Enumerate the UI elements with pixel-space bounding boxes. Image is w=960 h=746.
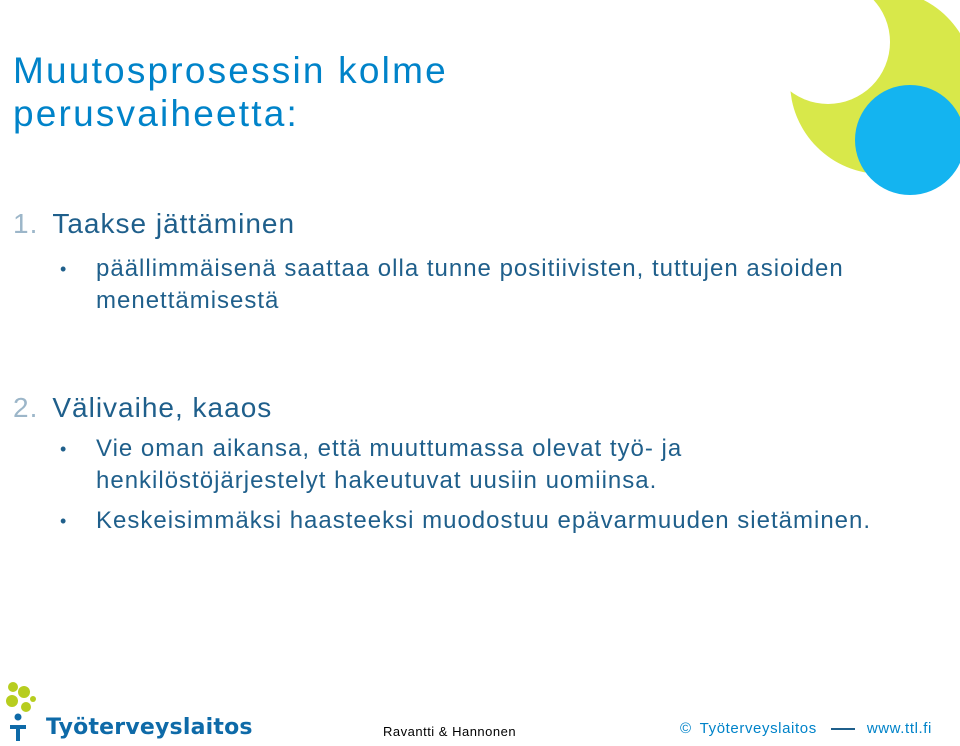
section-2-bullets: [60, 433, 890, 545]
footer-author: Ravantti & Hannonen: [383, 724, 517, 739]
bullet-icon: •: [60, 259, 68, 279]
website-link[interactable]: www.ttl.fi: [866, 720, 932, 737]
ttl-logo: [4, 681, 253, 741]
bullet-text: Vie oman aikansa, että muuttumassa olevat työ- ja henkilöstöjärjestelyt hakeutuvat uusiin uomiinsa.: [96, 435, 683, 494]
ttl-logo-icon: [4, 681, 42, 741]
section-2-title: Välivaihe, kaaos: [52, 392, 273, 423]
slide-title-line-2: perusvaiheetta:: [13, 93, 300, 134]
footer-separator: [831, 728, 855, 730]
slide-title: [13, 49, 713, 135]
list-item: [60, 253, 890, 317]
section-1-number: 1.: [13, 208, 39, 239]
bullet-text: Keskeisimmäksi haasteeksi muodostuu epävarmuuden sietäminen.: [96, 507, 872, 534]
list-item: [60, 433, 890, 497]
decorative-circles: [720, 0, 960, 200]
section-2-heading: [13, 392, 272, 424]
copyright-text: Työterveyslaitos: [699, 720, 817, 737]
section-2-number: 2.: [13, 392, 39, 423]
bullet-icon: •: [60, 439, 68, 459]
footer-copyright: [680, 720, 932, 737]
list-item: [60, 505, 890, 537]
ttl-logo-text: Työterveyslaitos: [46, 715, 253, 740]
bullet-icon: •: [60, 511, 68, 531]
bullet-text: päällimmäisenä saattaa olla tunne positiivisten, tuttujen asioiden menettämisestä: [96, 255, 844, 314]
section-1-heading: [13, 208, 295, 240]
copyright-icon: ©: [680, 720, 692, 737]
section-1-title: Taakse jättäminen: [52, 208, 296, 239]
slide-title-line-1: Muutosprosessin kolme: [13, 50, 448, 91]
section-1-bullets: [60, 253, 890, 325]
blue-circle: [855, 85, 960, 195]
